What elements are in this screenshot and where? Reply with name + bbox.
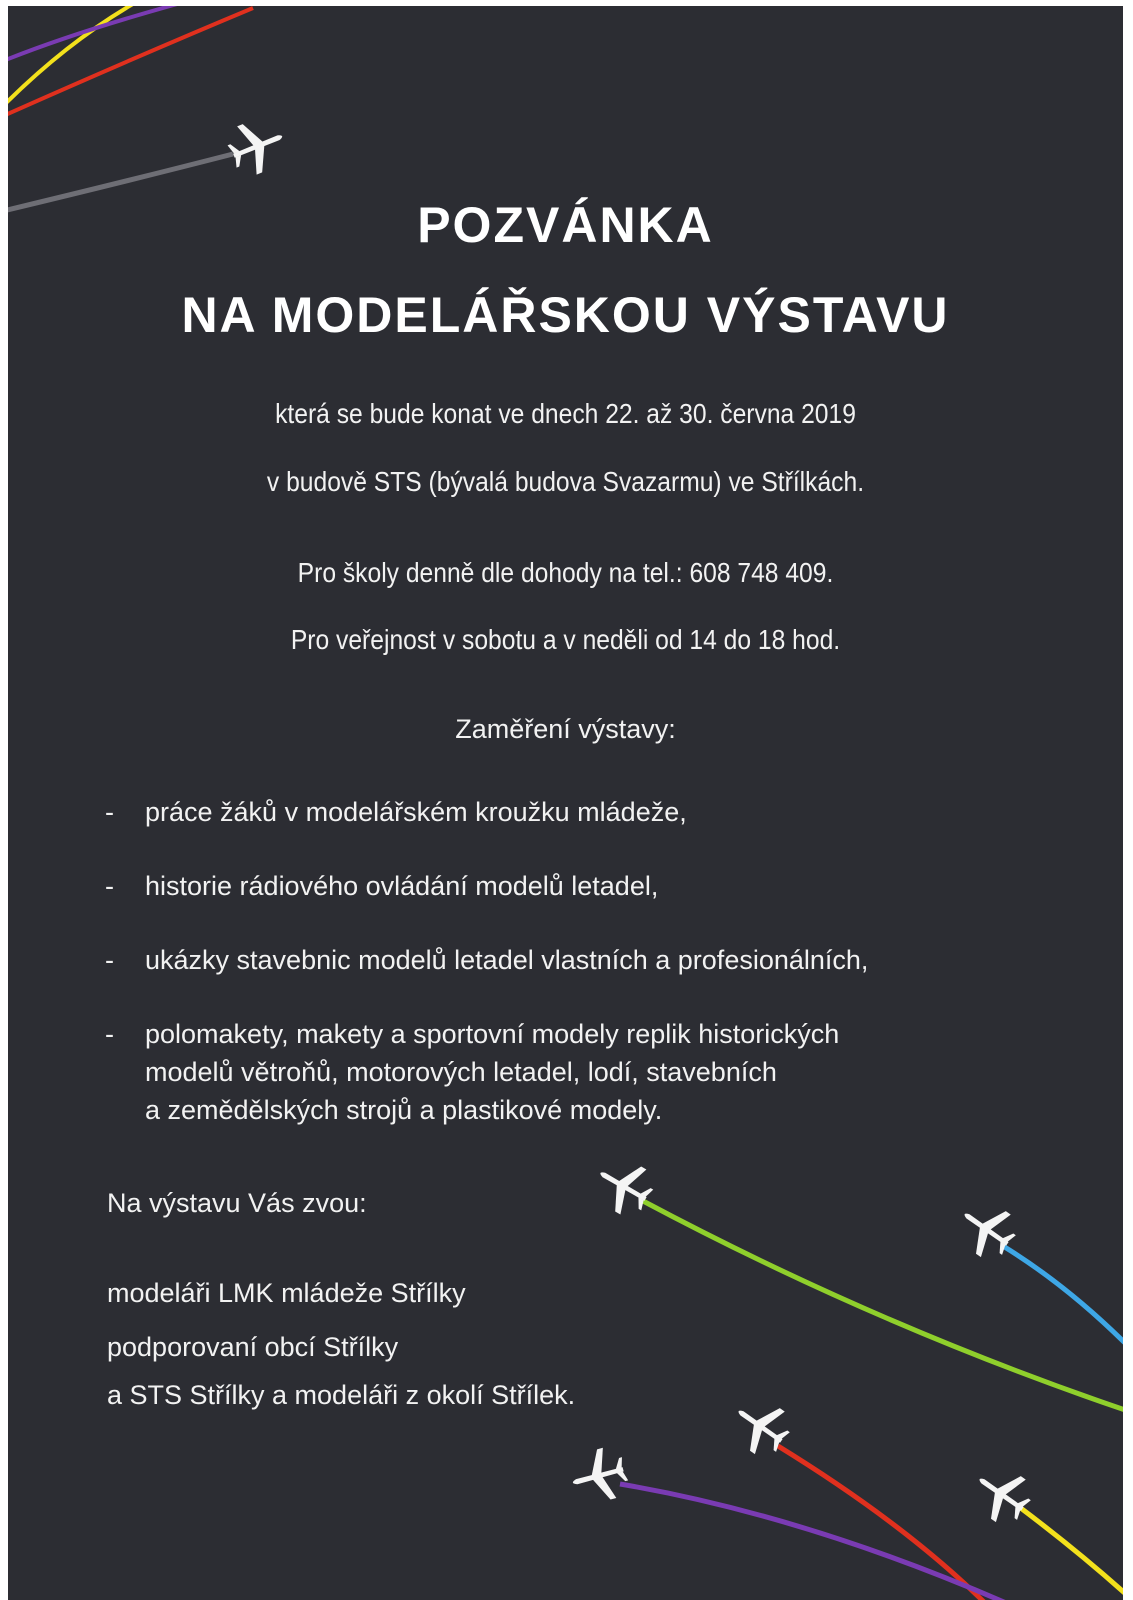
- bullet-dash: -: [105, 945, 114, 975]
- bullet-dash: -: [105, 871, 114, 901]
- venue-line: v budově STS (bývalá budova Svazarmu) ve Střílkách.: [266, 466, 865, 497]
- invitation-heading: Na výstavu Vás zvou:: [107, 1188, 367, 1218]
- signer-line: podporovaní obcí Střílky: [107, 1332, 399, 1362]
- focus-heading: Zaměření výstavy:: [455, 714, 676, 744]
- title-exhibition: NA MODELÁŘSKOU VÝSTAVU: [181, 287, 950, 343]
- public-hours-line: Pro veřejnost v sobotu a v neděli od 14 do 18 hod.: [290, 624, 841, 655]
- schools-line: Pro školy denně dle dohody na tel.: 608 748 409.: [297, 557, 834, 588]
- list-item: [105, 941, 1095, 979]
- list-item-text-line: modelů větroňů, motorových letadel, lodí, stavebních: [145, 1057, 777, 1087]
- list-item: [105, 867, 1095, 905]
- airplane-icon: [965, 1458, 1039, 1532]
- list-item-text: historie rádiového ovládání modelů letadel,: [145, 871, 659, 901]
- title-invitation: POZVÁNKA: [417, 197, 714, 253]
- trail-red-lower: [778, 1446, 988, 1600]
- airplane-icon: [566, 1444, 632, 1508]
- bullet-dash: -: [105, 1019, 114, 1049]
- trail-purple: [8, 6, 188, 61]
- trail-purple-lower: [620, 1484, 1013, 1600]
- signer-line: a STS Střílky a modeláři z okolí Střílek.: [107, 1380, 576, 1410]
- date-line: která se bude konat ve dnech 22. až 30. června 2019: [275, 398, 856, 429]
- trail-green: [643, 1201, 1123, 1411]
- focus-list: [105, 793, 1095, 1165]
- trail-red: [8, 8, 253, 116]
- airplane-icon: [222, 112, 292, 180]
- bullet-dash: -: [105, 797, 114, 827]
- list-item: [105, 793, 1095, 831]
- signer-line: modeláři LMK mládeže Střílky: [107, 1278, 466, 1308]
- list-item-text: práce žáků v modelářském kroužku mládeže,: [145, 797, 687, 827]
- poster: [8, 6, 1123, 1600]
- list-item-text-line: polomakety, makety a sportovní modely replik historických: [145, 1019, 840, 1049]
- airplane-icon: [950, 1193, 1024, 1267]
- list-item: [105, 1015, 1095, 1129]
- list-item-text-line: a zemědělských strojů a plastikové modely.: [145, 1095, 663, 1125]
- trail-yellow-lower: [1018, 1506, 1123, 1596]
- trail-blue: [1003, 1246, 1123, 1346]
- list-item-text: ukázky stavebnic modelů letadel vlastních a profesionálních,: [145, 945, 869, 975]
